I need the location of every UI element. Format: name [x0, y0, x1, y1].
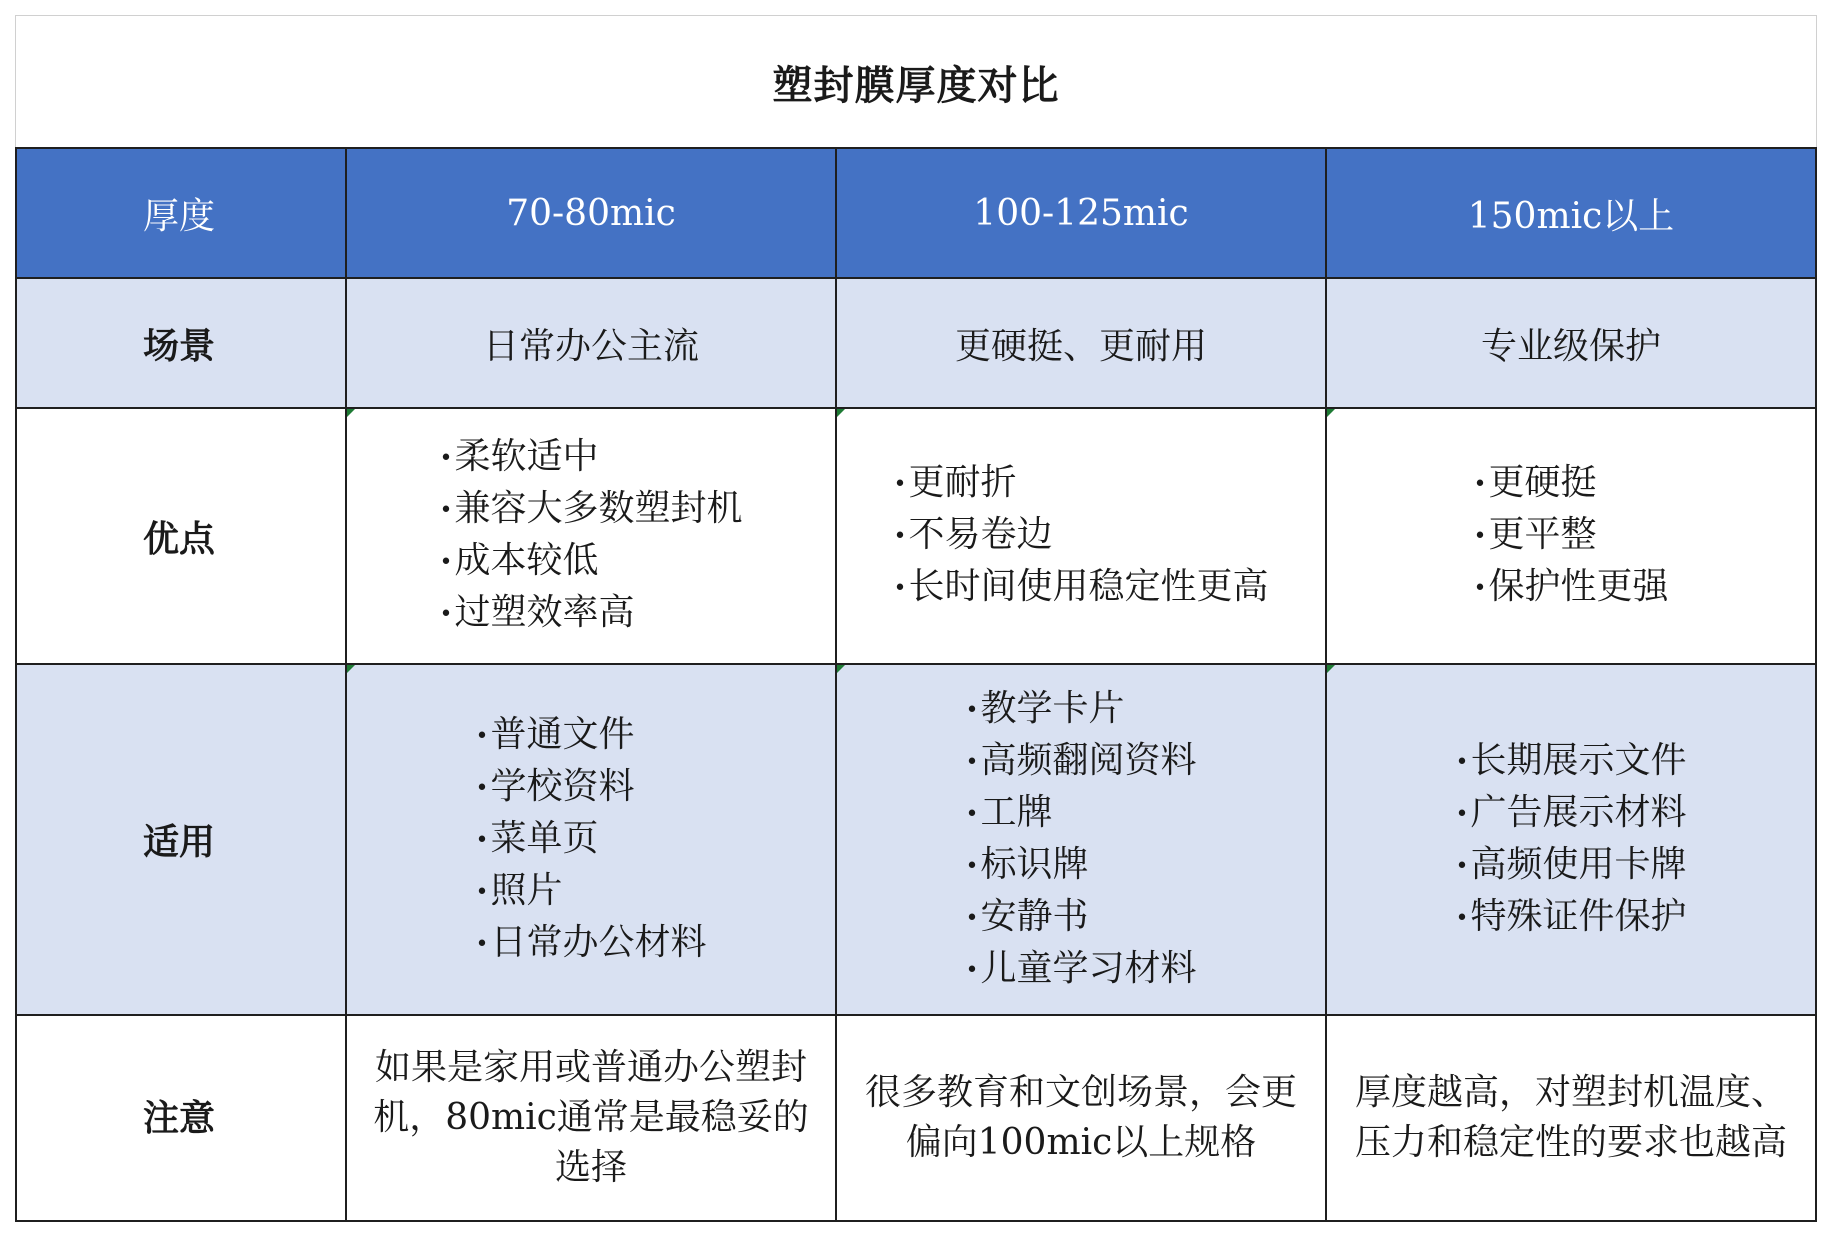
notes-row [16, 1015, 1816, 1221]
notes-cell[interactable] [1326, 1015, 1816, 1221]
list-item-text: 长期展示文件 [1470, 739, 1687, 781]
header-cell-150-plus[interactable]: 150mic以上 [1326, 148, 1816, 278]
row-label-advantages[interactable]: 优点 [16, 408, 346, 664]
list-item [440, 536, 743, 588]
spreadsheet-sheet [15, 15, 1817, 1230]
bullet-icon: • [965, 905, 979, 931]
bullet-icon: • [475, 723, 489, 749]
bullet-list [476, 710, 707, 970]
list-item [894, 562, 1269, 614]
advantages-cell[interactable] [1326, 408, 1816, 664]
bullet-icon: • [1455, 749, 1469, 775]
bullet-icon: • [1455, 801, 1469, 827]
list-item [1456, 736, 1687, 788]
list-item-text: 柔软适中 [454, 436, 599, 477]
list-item [966, 684, 1197, 736]
list-item [476, 710, 707, 762]
advantages-cell[interactable] [836, 408, 1326, 664]
list-item [476, 918, 707, 970]
list-item-text: 更硬挺 [1488, 462, 1597, 503]
bullet-icon: • [439, 446, 453, 471]
bullet-icon: • [965, 749, 979, 775]
list-item [1474, 510, 1669, 562]
list-item-text: 工牌 [980, 791, 1053, 833]
bullet-icon: • [475, 879, 489, 905]
bullet-icon: • [893, 524, 907, 549]
list-item-text: 更耐折 [908, 462, 1017, 503]
note-text: 很多教育和文创场景，会更偏向100mic以上规格 [864, 1072, 1297, 1163]
list-item-text: 教学卡片 [980, 687, 1125, 729]
bullet-list [1456, 736, 1687, 944]
row-label-scene[interactable]: 场景 [16, 278, 346, 408]
bullet-icon: • [1455, 853, 1469, 879]
list-item-text: 保护性更强 [1488, 566, 1669, 607]
header-cell-100-125[interactable]: 100-125mic [836, 148, 1326, 278]
list-item-text: 菜单页 [490, 817, 599, 859]
list-item-text: 长时间使用稳定性更高 [908, 566, 1269, 607]
list-item-text: 日常办公材料 [490, 921, 707, 963]
bullet-icon: • [965, 697, 979, 723]
row-label-usage[interactable]: 适用 [16, 664, 346, 1015]
bullet-icon: • [475, 827, 489, 853]
list-item [476, 866, 707, 918]
bullet-list [1474, 458, 1669, 614]
title-cell[interactable] [15, 15, 1817, 148]
list-item-text: 特殊证件保护 [1470, 895, 1687, 937]
header-row [16, 148, 1816, 278]
list-item [1474, 458, 1669, 510]
list-item [966, 892, 1197, 944]
scene-cell[interactable]: 日常办公主流 [346, 278, 836, 408]
usage-cell[interactable] [836, 664, 1326, 1015]
notes-cell[interactable] [346, 1015, 836, 1221]
bullet-icon: • [439, 498, 453, 523]
list-item [966, 788, 1197, 840]
list-item [966, 736, 1197, 788]
bullet-icon: • [1455, 905, 1469, 931]
bullet-icon: • [475, 775, 489, 801]
bullet-icon: • [1473, 472, 1487, 497]
bullet-icon: • [439, 550, 453, 575]
bullet-icon: • [439, 602, 453, 627]
list-item [966, 840, 1197, 892]
list-item-text: 普通文件 [490, 713, 635, 755]
list-item [476, 762, 707, 814]
bullet-icon: • [965, 801, 979, 827]
comment-marker-icon [837, 665, 845, 673]
list-item-text: 更平整 [1488, 514, 1597, 555]
list-item-text: 成本较低 [454, 540, 599, 581]
usage-cell[interactable] [346, 664, 836, 1015]
bullet-icon: • [475, 931, 489, 957]
list-item-text: 不易卷边 [908, 514, 1053, 555]
list-item [1456, 892, 1687, 944]
header-cell-70-80[interactable]: 70-80mic [346, 148, 836, 278]
bullet-icon: • [893, 576, 907, 601]
list-item-text: 高频翻阅资料 [980, 739, 1197, 781]
header-cell-thickness[interactable]: 厚度 [16, 148, 346, 278]
bullet-list [440, 432, 743, 640]
bullet-icon: • [1473, 576, 1487, 601]
list-item-text: 标识牌 [980, 843, 1089, 885]
row-label-notes[interactable]: 注意 [16, 1015, 346, 1221]
advantages-row [16, 408, 1816, 664]
list-item-text: 照片 [490, 869, 563, 911]
bullet-icon: • [965, 853, 979, 879]
list-item [894, 458, 1269, 510]
list-item [894, 510, 1269, 562]
list-item-text: 兼容大多数塑封机 [454, 488, 743, 529]
scene-row [16, 278, 1816, 408]
list-item-text: 广告展示材料 [1470, 791, 1687, 833]
list-item [440, 588, 743, 640]
page-title: 塑封膜厚度对比 [772, 61, 1060, 109]
comment-marker-icon [1327, 409, 1335, 417]
list-item-text: 高频使用卡牌 [1470, 843, 1687, 885]
list-item [440, 432, 743, 484]
list-item-text: 学校资料 [490, 765, 635, 807]
comment-marker-icon [347, 665, 355, 673]
advantages-cell[interactable] [346, 408, 836, 664]
bullet-icon: • [893, 472, 907, 497]
notes-cell[interactable] [836, 1015, 1326, 1221]
list-item [966, 944, 1197, 996]
list-item [476, 814, 707, 866]
bullet-icon: • [965, 957, 979, 983]
usage-cell[interactable] [1326, 664, 1816, 1015]
bullet-list [894, 458, 1269, 614]
note-text: 厚度越高，对塑封机温度、压力和稳定性的要求也越高 [1354, 1072, 1787, 1163]
list-item [1456, 788, 1687, 840]
comment-marker-icon [837, 409, 845, 417]
list-item [440, 484, 743, 536]
list-item [1456, 840, 1687, 892]
comment-marker-icon [1327, 665, 1335, 673]
bullet-icon: • [1473, 524, 1487, 549]
bullet-list [966, 684, 1197, 996]
comment-marker-icon [347, 409, 355, 417]
usage-row [16, 664, 1816, 1015]
list-item [1474, 562, 1669, 614]
list-item-text: 安静书 [980, 895, 1089, 937]
comparison-table [15, 147, 1817, 1222]
note-text: 如果是家用或普通办公塑封机，80mic通常是最稳妥的选择 [373, 1047, 809, 1188]
scene-cell[interactable]: 更硬挺、更耐用 [836, 278, 1326, 408]
list-item-text: 儿童学习材料 [980, 947, 1197, 989]
list-item-text: 过塑效率高 [454, 592, 635, 633]
scene-cell[interactable]: 专业级保护 [1326, 278, 1816, 408]
